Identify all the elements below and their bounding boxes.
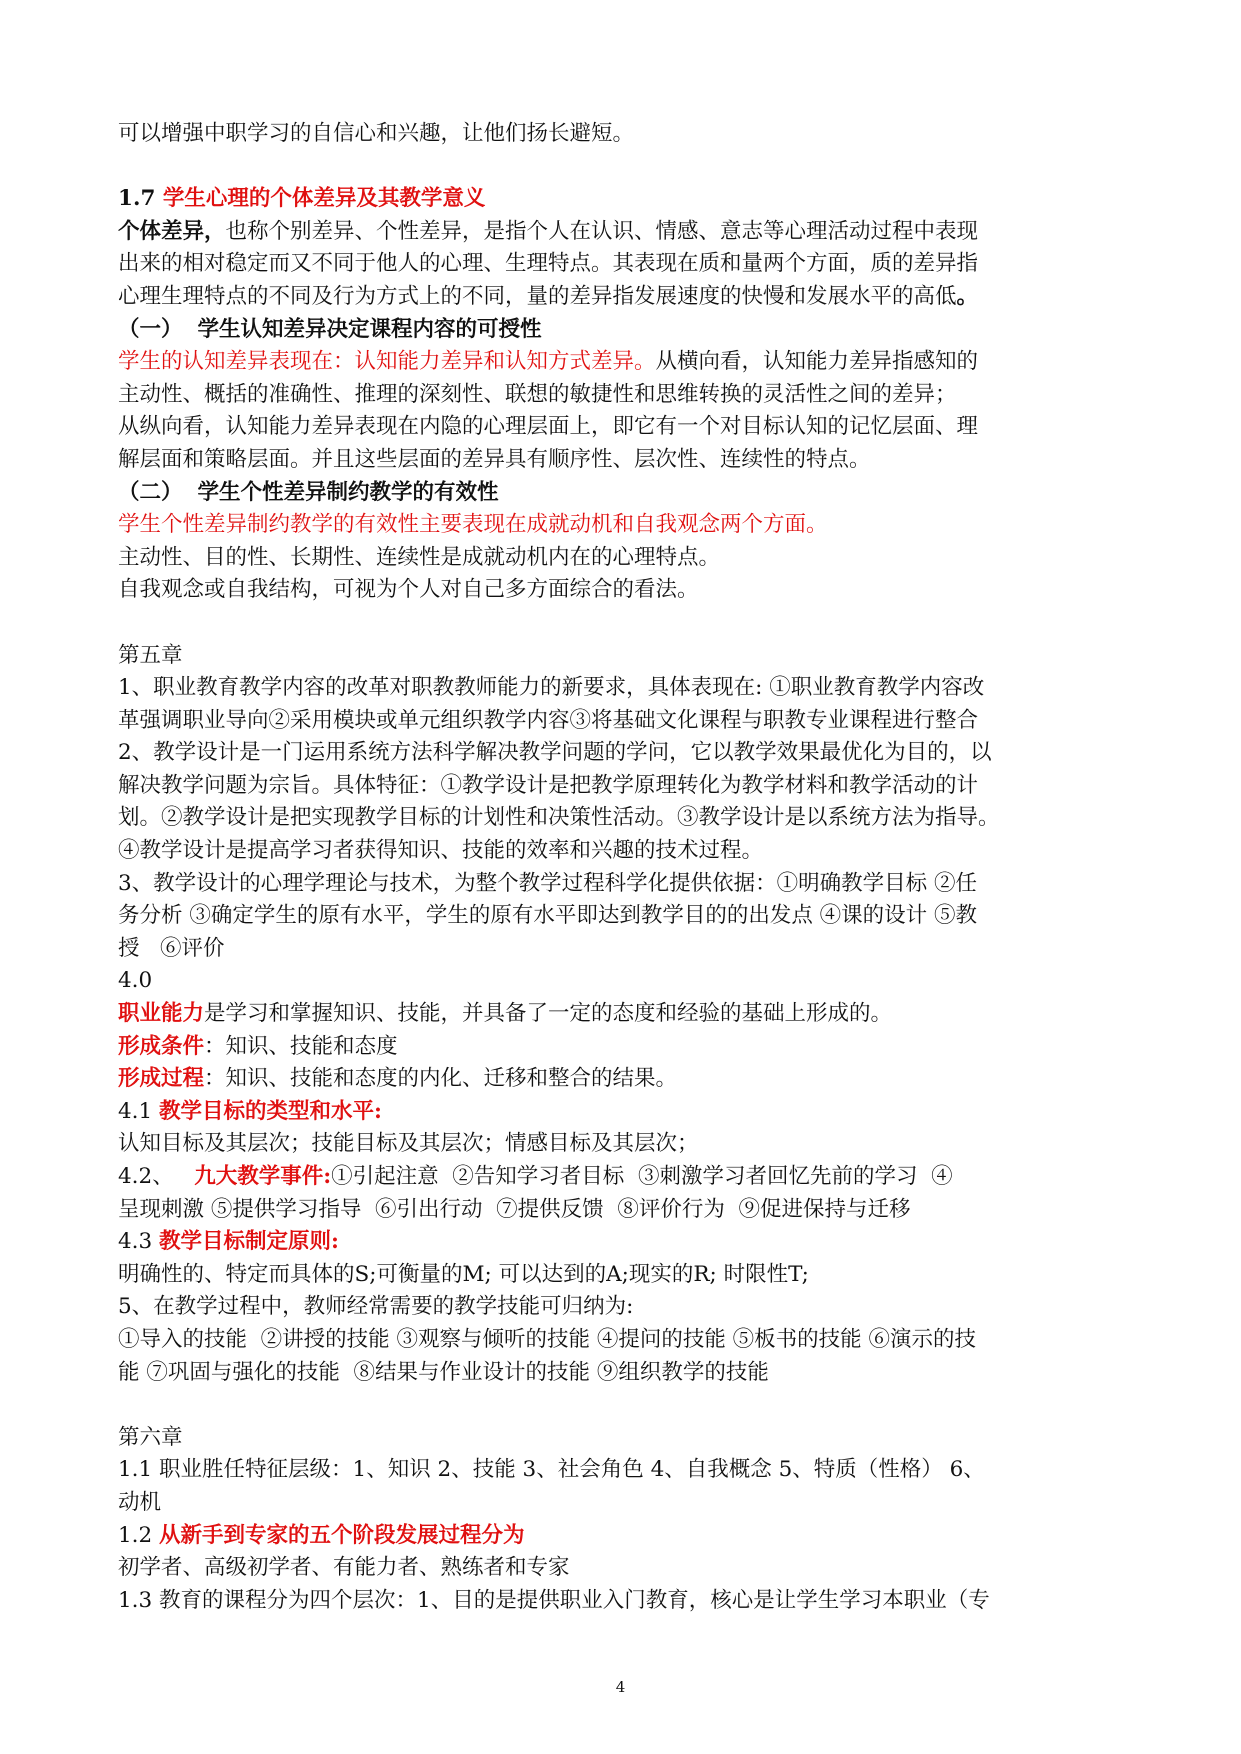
body-text: 心理生理特点的不同及行为方式上的不同，量的差异指发展速度的快慢和发展水平的高低: [118, 283, 957, 309]
body-text: 动机: [118, 1489, 162, 1515]
blank-line: [118, 607, 1128, 640]
text-line: [118, 1128, 1128, 1161]
body-text: 1、职业教育教学内容的改革对职教教师能力的新要求，具体表现在: ①职业教育教学内容改: [118, 675, 985, 701]
emphasis-text: 从新手到专家的五个阶段发展过程分为: [159, 1522, 525, 1548]
body-text: 是学习和掌握知识、技能，并具备了一定的态度和经验的基础上形成的。: [204, 1001, 893, 1027]
body-text: 第六章: [118, 1424, 183, 1450]
text-line: [118, 1454, 1128, 1487]
text-line: [118, 998, 1128, 1031]
body-text: 从横向看，认知能力差异指感知的: [655, 349, 979, 375]
text-line: [118, 705, 1128, 738]
text-line: [118, 509, 1128, 542]
body-text: 解层面和策略层面。并且这些层面的差异具有顺序性、层次性、连续性的特点。: [118, 446, 871, 472]
body-text: 初学者、高级初学者、有能力者、熟练者和专家: [118, 1555, 570, 1581]
body-text: 划。②教学设计是把实现教学目标的计划性和决策性活动。③教学设计是以系统方法为指导。: [118, 805, 1000, 831]
text-line: [118, 574, 1128, 607]
text-line: [118, 900, 1128, 933]
text-line: [118, 1226, 1128, 1259]
emphasis-text: 九大教学事件:: [194, 1164, 332, 1189]
body-text: 授 ⑥评价: [118, 935, 225, 961]
blank-line: [118, 1389, 1128, 1422]
body-text: 务分析 ③确定学生的原有水平，学生的原有水平即达到教学目的的出发点 ④课的设计 ⑤教: [118, 903, 978, 929]
emphasis-text: 学生心理的个体差异及其教学意义: [162, 186, 486, 212]
emphasis-text: （一） 学生认知差异决定课程内容的可授性: [118, 316, 542, 342]
emphasis-text: 学生个性差异制约教学的有效性主要表现在成就动机和自我观念两个方面。: [118, 512, 828, 538]
text-line: [118, 1031, 1128, 1064]
emphasis-text: 职业能力: [118, 1001, 205, 1027]
text-line: [118, 1422, 1128, 1455]
text-line: [118, 835, 1128, 868]
text-line: [118, 737, 1128, 770]
text-line: [118, 770, 1128, 803]
text-line: [118, 444, 1128, 477]
text-line: [118, 183, 1128, 216]
body-text: 4.3: [118, 1229, 160, 1255]
body-text: 自我观念或自我结构，可视为个人对自己多方面综合的看法。: [118, 577, 699, 603]
text-line: [118, 477, 1128, 510]
text-line: [118, 1487, 1128, 1520]
body-text: 认知目标及其层次；技能目标及其层次；情感目标及其层次；: [118, 1131, 699, 1157]
text-line: [118, 1520, 1128, 1553]
text-line: [118, 281, 1128, 314]
emphasis-text: 教学目标的类型和水平:: [159, 1098, 382, 1124]
emphasis-text: （二） 学生个性差异制约教学的有效性: [118, 479, 499, 505]
body-text: ①引起注意 ②告知学习者目标 ③刺激学习者回忆先前的学习 ④: [331, 1164, 953, 1189]
body-text: 呈现刺激 ⑤提供学习指导 ⑥引出行动 ⑦提供反馈 ⑧评价行为 ⑨促进保持与迁移: [118, 1196, 911, 1222]
text-line: [118, 118, 1128, 151]
body-text: 1.1 职业胜任特征层级：1、知识 2、技能 3、社会角色 4、自我概念 5、特质（性格） 6、: [118, 1457, 985, 1483]
document-body: [118, 118, 1128, 1617]
body-text: 3、教学设计的心理学理论与技术，为整个教学过程科学化提供依据：①明确教学目标 ②任: [118, 870, 978, 896]
text-line: [118, 1063, 1128, 1096]
body-text: 从纵向看，认知能力差异表现在内隐的心理层面上，即它有一个对目标认知的记忆层面、理: [118, 414, 979, 440]
body-text: 1.2: [118, 1522, 160, 1548]
text-line: [118, 1552, 1128, 1585]
body-text: ④教学设计是提高学习者获得知识、技能的效率和兴趣的技术过程。: [118, 838, 764, 864]
body-text: 也称个别差异、个性差异，是指个人在认识、情感、意志等心理活动过程中表现: [225, 218, 979, 244]
text-line: [118, 1585, 1128, 1618]
body-text: 主动性、目的性、长期性、连续性是成就动机内在的心理特点。: [118, 544, 721, 570]
text-line: [118, 1291, 1128, 1324]
text-line: [118, 248, 1128, 281]
body-text: 4.2、: [118, 1164, 195, 1189]
text-line: [118, 1324, 1128, 1357]
text-line: [118, 379, 1128, 412]
text-line: [118, 411, 1128, 444]
emphasis-text: 形成条件: [118, 1033, 205, 1059]
body-text: 主动性、概括的准确性、推理的深刻性、联想的敏捷性和思维转换的灵活性之间的差异；: [118, 381, 957, 407]
body-text: 5、在教学过程中，教师经常需要的教学技能可归纳为:: [118, 1294, 634, 1320]
emphasis-text: 教学目标制定原则:: [159, 1229, 339, 1255]
body-text: ：知识、技能和态度的内化、迁移和整合的结果。: [204, 1066, 678, 1092]
text-line: [118, 640, 1128, 673]
body-text: 出来的相对稳定而又不同于他人的心理、生理特点。其表现在质和量两个方面，质的差异指: [118, 251, 979, 277]
body-text: 明确性的、特定而具体的S;可衡量的M; 可以达到的A;现实的R; 时限性T;: [118, 1261, 809, 1287]
body-text: 1.3 教育的课程分为四个层次：1、目的是提供职业入门教育，核心是让学生学习本职业（专: [118, 1587, 990, 1613]
body-text: 解决教学问题为宗旨。具体特征：①教学设计是把教学原理转化为教学材料和教学活动的计: [118, 772, 979, 798]
body-text: 第五章: [118, 642, 183, 668]
text-line: [118, 542, 1128, 575]
text-line: [118, 1161, 1128, 1194]
text-line: [118, 216, 1128, 249]
emphasis-text: 1.7: [118, 186, 163, 212]
text-line: [118, 1259, 1128, 1292]
text-line: [118, 933, 1128, 966]
body-text: 4.0: [118, 968, 153, 994]
body-text: 可以增强中职学习的自信心和兴趣，让他们扬长避短。: [118, 121, 635, 146]
text-line: [118, 1357, 1128, 1390]
body-text: ：知识、技能和态度: [204, 1033, 398, 1059]
body-text: 能 ⑦巩固与强化的技能 ⑧结果与作业设计的技能 ⑨组织教学的技能: [118, 1359, 769, 1385]
text-line: [118, 1194, 1128, 1227]
page-number: 4: [615, 1678, 626, 1696]
emphasis-text: 个体差异，: [118, 218, 226, 244]
blank-line: [118, 151, 1128, 184]
emphasis-text: 。: [956, 283, 979, 309]
text-line: [118, 1096, 1128, 1129]
text-line: [118, 346, 1128, 379]
body-text: 4.1: [118, 1098, 160, 1124]
text-line: [118, 965, 1128, 998]
emphasis-text: 学生的认知差异表现在：认知能力差异和认知方式差异。: [118, 349, 656, 375]
body-text: 革强调职业导向②采用模块或单元组织教学内容③将基础文化课程与职教专业课程进行整合: [118, 707, 979, 733]
body-text: ①导入的技能 ②讲授的技能 ③观察与倾听的技能 ④提问的技能 ⑤板书的技能 ⑥演示的技: [118, 1326, 977, 1352]
text-line: [118, 314, 1128, 347]
text-line: [118, 868, 1128, 901]
text-line: [118, 672, 1128, 705]
body-text: 2、教学设计是一门运用系统方法科学解决教学问题的学问，它以教学效果最优化为目的，以: [118, 740, 992, 766]
emphasis-text: 形成过程: [118, 1066, 205, 1092]
text-line: [118, 802, 1128, 835]
